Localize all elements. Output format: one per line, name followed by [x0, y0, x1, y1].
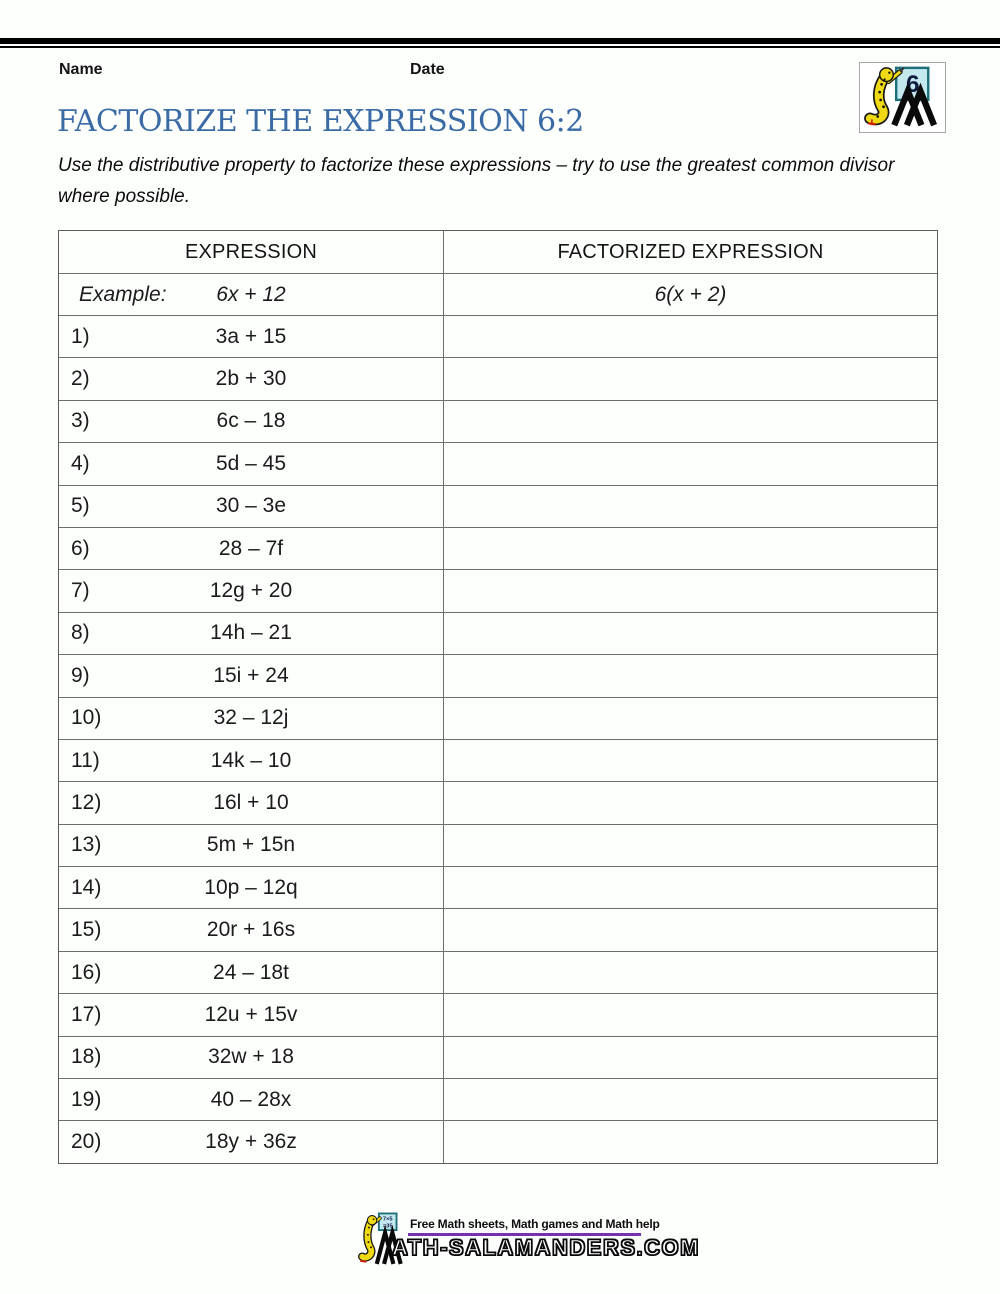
table-row [59, 1078, 937, 1120]
instructions-text: Use the distributive property to factorize these expressions – try to use the greatest common divisor where possible. [58, 155, 895, 207]
row-expression: 3a + 15 [215, 324, 287, 348]
name-label: Name [59, 61, 103, 78]
row-number: 8) [71, 621, 90, 645]
row-number: 13) [71, 833, 102, 857]
worksheet-table [58, 230, 938, 1164]
answer-cell [444, 528, 937, 569]
table-header-row [59, 231, 937, 273]
row-number: 11) [71, 748, 100, 772]
header-rule [0, 38, 1000, 48]
example-expression: 6x + 12 [216, 282, 286, 306]
row-number: 7) [71, 579, 90, 603]
badge-grade-number: 6 [905, 71, 920, 99]
row-number: 14) [71, 875, 102, 899]
row-expression: 18y + 36z [205, 1130, 297, 1154]
row-number: 15) [71, 918, 102, 942]
row-expression: 10p – 12q [204, 875, 298, 899]
answer-cell [444, 1079, 937, 1120]
date-label: Date [410, 61, 445, 78]
row-expression: 2b + 30 [215, 367, 287, 391]
column-header-factorized [444, 231, 937, 273]
footer [357, 1209, 700, 1273]
answer-cell [444, 698, 937, 739]
row-number: 4) [71, 451, 90, 475]
answer-cell [444, 994, 937, 1035]
table-row [59, 357, 937, 399]
table-row [59, 315, 937, 357]
answer-cell [444, 782, 937, 823]
row-expression: 32 – 12j [213, 706, 289, 730]
row-expression: 32w + 18 [208, 1045, 294, 1069]
row-expression: 5m + 15n [206, 833, 296, 857]
answer-cell [444, 825, 937, 866]
row-number: 9) [71, 663, 90, 687]
row-expression: 28 – 7f [218, 536, 284, 560]
column-header-expression-label: EXPRESSION [184, 240, 318, 263]
header-rule-thin [0, 46, 1000, 48]
table-row [59, 951, 937, 993]
row-expression: 5d – 45 [215, 451, 287, 475]
row-number: 1) [71, 324, 90, 348]
row-expression: 40 – 28x [210, 1087, 292, 1111]
page-title: FACTORIZE THE EXPRESSION 6:2 [57, 104, 584, 139]
row-expression: 14k – 10 [210, 748, 292, 772]
row-expression: 24 – 18t [213, 960, 289, 984]
footer-board-line2: =35 [382, 1223, 393, 1230]
row-number: 12) [71, 790, 102, 814]
answer-cell [444, 401, 937, 442]
answer-cell [444, 316, 937, 357]
table-row [59, 442, 937, 484]
table-row [59, 400, 937, 442]
row-number: 5) [71, 494, 90, 518]
table-row [59, 569, 937, 611]
table-row [59, 908, 937, 950]
table-row [59, 1036, 937, 1078]
footer-board-line1: 7×5 [382, 1216, 393, 1223]
answer-cell [444, 358, 937, 399]
row-expression: 14h – 21 [210, 621, 292, 645]
table-row [59, 485, 937, 527]
answer-cell [444, 1037, 937, 1078]
answer-cell [444, 909, 937, 950]
row-number: 17) [71, 1002, 102, 1026]
row-number: 20) [71, 1130, 102, 1154]
row-number: 18) [71, 1045, 102, 1069]
row-expression: 16l + 10 [213, 790, 289, 814]
table-row [59, 781, 937, 823]
row-expression: 20r + 16s [206, 918, 296, 942]
row-number: 16) [71, 960, 102, 984]
column-header-factorized-label: FACTORIZED EXPRESSION [557, 240, 824, 263]
answer-cell [444, 867, 937, 908]
table-row [59, 739, 937, 781]
salamander-grade-badge-icon [860, 63, 945, 132]
column-header-expression [59, 231, 444, 273]
answer-cell [444, 613, 937, 654]
table-row [59, 612, 937, 654]
table-row [59, 866, 937, 908]
row-number: 6) [71, 536, 90, 560]
example-label: Example: [79, 282, 167, 306]
table-row [59, 697, 937, 739]
row-expression: 6c – 18 [216, 409, 286, 433]
answer-cell [444, 1121, 937, 1162]
table-row [59, 527, 937, 569]
row-expression: 12g + 20 [209, 579, 293, 603]
answer-cell [444, 486, 937, 527]
grade-badge [859, 62, 946, 133]
answer-cell [444, 655, 937, 696]
answer-cell [444, 443, 937, 484]
row-number: 19) [71, 1087, 102, 1111]
row-expression: 30 – 3e [215, 494, 287, 518]
answer-cell [444, 740, 937, 781]
table-row [59, 824, 937, 866]
example-factorized: 6(x + 2) [654, 282, 727, 306]
row-number: 3) [71, 409, 90, 433]
footer-wordmark: ATH-SALAMANDERS.COM [392, 1235, 700, 1260]
table-row [59, 1120, 937, 1162]
table-row [59, 654, 937, 696]
answer-cell [444, 570, 937, 611]
row-expression: 15i + 24 [213, 663, 289, 687]
row-number: 10) [71, 706, 102, 730]
example-row [59, 273, 937, 315]
row-number: 2) [71, 367, 90, 391]
answer-cell [444, 952, 937, 993]
table-row [59, 993, 937, 1035]
footer-tagline: Free Math sheets, Math games and Math help [410, 1217, 660, 1231]
row-expression: 12u + 15v [204, 1002, 298, 1026]
